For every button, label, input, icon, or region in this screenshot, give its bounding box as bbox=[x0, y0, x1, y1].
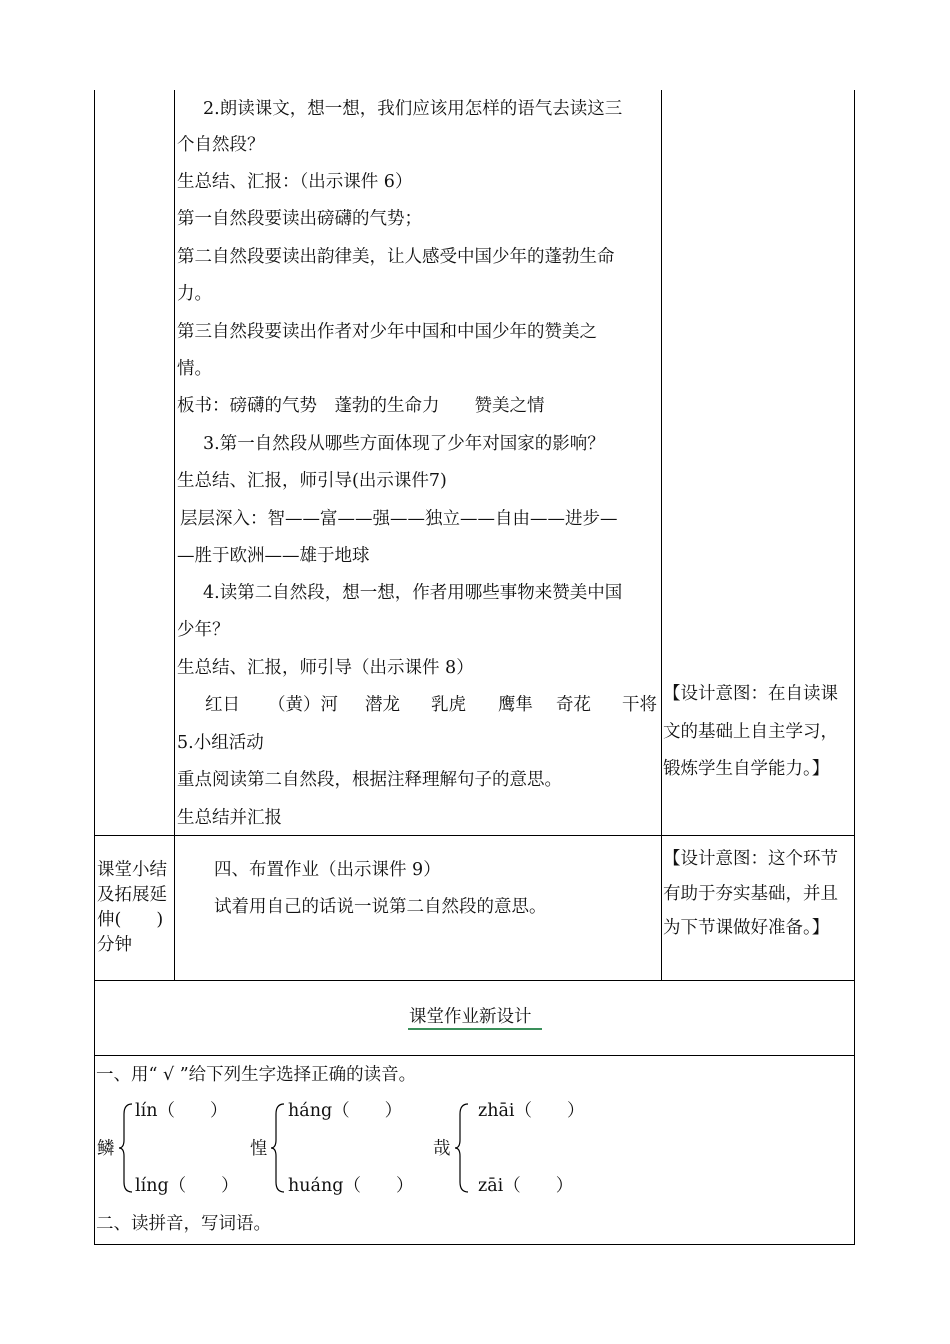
wrapup-homework-detail: 试着用自己的话说一说第二自然段的意思。 bbox=[214, 897, 547, 917]
lesson-step-5-detail: 重点阅读第二自然段，根据注释理解句子的意思。 bbox=[177, 770, 562, 790]
row-divider-3 bbox=[94, 1055, 855, 1056]
praise-thing: 乳虎 bbox=[431, 695, 466, 715]
wrapup-label-line: 伸( ) bbox=[97, 910, 164, 930]
wrapup-homework: 四、布置作业（出示课件 9） bbox=[214, 860, 441, 880]
wrapup-label-line: 课堂小结 bbox=[97, 860, 167, 880]
pinyin-option: zāi（ ） bbox=[478, 1176, 574, 1196]
pinyin-option: zhāi（ ） bbox=[478, 1101, 585, 1121]
col-divider-1 bbox=[174, 90, 175, 980]
left-brace-icon bbox=[270, 1102, 286, 1194]
praise-thing: 红日 bbox=[205, 695, 240, 715]
lesson-summary-1: 生总结、汇报：（出示课件 6） bbox=[177, 172, 413, 192]
pinyin-character: 哉 bbox=[433, 1139, 451, 1159]
homework-question-2: 二、读拼音，写词语。 bbox=[96, 1214, 271, 1234]
lesson-step-2-cont: 个自然段？ bbox=[177, 135, 265, 155]
wrapup-label-line: 及拓展延 bbox=[97, 885, 167, 905]
row-divider-1 bbox=[94, 835, 855, 836]
homework-question-1: 一、用“ √ ”给下列生字选择正确的读音。 bbox=[96, 1065, 417, 1085]
praise-thing: 潜龙 bbox=[365, 695, 400, 715]
lesson-para-3: 第三自然段要读出作者对少年中国和中国少年的赞美之 bbox=[177, 322, 597, 342]
table-bottom-border bbox=[94, 1244, 855, 1245]
table-left-border bbox=[94, 90, 95, 1245]
lesson-summary-2: 生总结、汇报，师引导(出示课件7) bbox=[177, 471, 447, 491]
lesson-board: 板书：磅礴的气势 蓬勃的生命力 赞美之情 bbox=[177, 396, 545, 416]
left-brace-icon bbox=[118, 1102, 134, 1194]
design-intent-line: 【设计意图：这个环节 bbox=[663, 849, 838, 869]
lesson-layers: 层层深入：智——富——强——独立——自由——进步— bbox=[180, 509, 618, 529]
homework-title: 课堂作业新设计 bbox=[409, 1007, 532, 1027]
homework-title-underline bbox=[408, 1028, 542, 1030]
lesson-para-3-cont: 情。 bbox=[177, 359, 212, 379]
col-divider-2 bbox=[661, 90, 662, 980]
design-intent-line: 文的基础上自主学习， bbox=[663, 722, 838, 742]
lesson-step-4: 4.读第二自然段，想一想，作者用哪些事物来赞美中国 bbox=[203, 583, 623, 603]
praise-thing: （黄）河 bbox=[268, 695, 338, 715]
pinyin-option: háng（ ） bbox=[288, 1101, 403, 1121]
pinyin-option: huáng（ ） bbox=[288, 1176, 414, 1196]
praise-thing: 干将 bbox=[622, 695, 657, 715]
lesson-para-1: 第一自然段要读出磅礴的气势； bbox=[177, 209, 422, 229]
pinyin-option: lín（ ） bbox=[135, 1101, 228, 1121]
praise-thing: 鹰隼 bbox=[498, 695, 533, 715]
wrapup-label-line: 分钟 bbox=[97, 935, 132, 955]
praise-thing: 奇花 bbox=[556, 695, 591, 715]
pinyin-option: líng（ ） bbox=[135, 1176, 239, 1196]
lesson-para-2: 第二自然段要读出韵律美，让人感受中国少年的蓬勃生命 bbox=[177, 247, 615, 267]
design-intent-line: 有助于夯实基础，并且 bbox=[663, 884, 838, 904]
lesson-summary-3: 生总结、汇报，师引导（出示课件 8） bbox=[177, 658, 474, 678]
lesson-step-3: 3.第一自然段从哪些方面体现了少年对国家的影响？ bbox=[203, 434, 605, 454]
pinyin-character: 惶 bbox=[250, 1139, 268, 1159]
lesson-step-2: 2.朗读课文，想一想，我们应该用怎样的语气去读这三 bbox=[203, 99, 623, 119]
lesson-step-5: 5.小组活动 bbox=[177, 733, 264, 753]
lesson-summary-4: 生总结并汇报 bbox=[177, 808, 282, 828]
lesson-para-2-cont: 力。 bbox=[177, 284, 212, 304]
row-divider-2 bbox=[94, 980, 855, 981]
lesson-step-4-cont: 少年？ bbox=[177, 620, 230, 640]
table-right-border bbox=[854, 90, 855, 1245]
lesson-layers-cont: —胜于欧洲——雄于地球 bbox=[177, 546, 370, 566]
design-intent-line: 锻炼学生自学能力。】 bbox=[663, 759, 830, 779]
pinyin-character: 鳞 bbox=[97, 1139, 115, 1159]
design-intent-line: 为下节课做好准备。】 bbox=[663, 918, 830, 938]
left-brace-icon bbox=[454, 1102, 470, 1194]
design-intent-line: 【设计意图：在自读课 bbox=[663, 684, 838, 704]
